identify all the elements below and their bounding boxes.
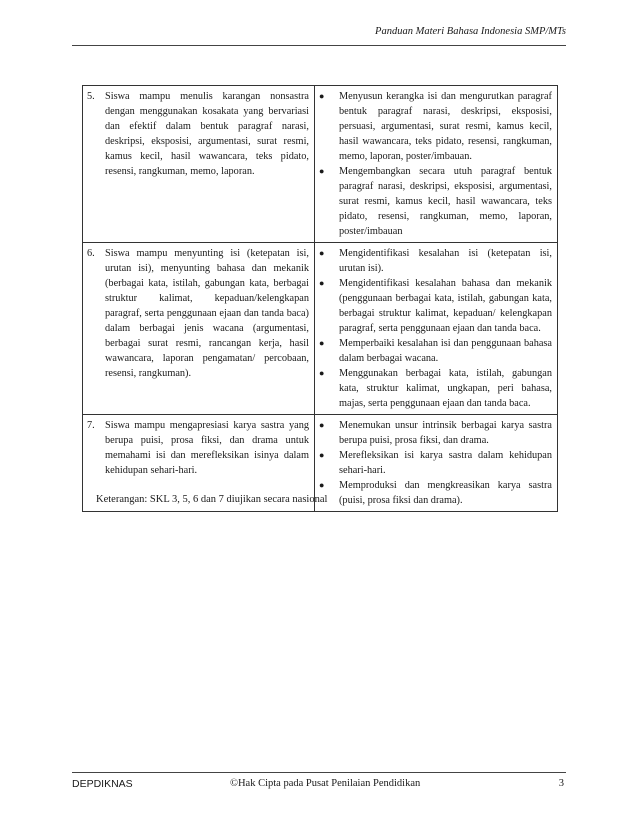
skl-text: Siswa mampu mengapresiasi karya sastra yang berupa puisi, prosa fiksi, dan drama untuk memahami isi dan merefleksikan isinya dalam kehidupan sehari-hari. (105, 420, 309, 476)
running-header-title: Panduan Materi Bahasa Indonesia SMP/MTs (375, 26, 566, 37)
table-row (83, 86, 558, 243)
indicator-item: ● Mengidentifikasi kesalahan isi (ketepatan isi, urutan isi). (319, 248, 552, 274)
header-divider (72, 45, 566, 46)
indicator-cell (315, 415, 558, 512)
indicator-item: ● Memperbaiki kesalahan isi dan penggunaan bahasa dalam berbagai wacana. (319, 338, 552, 364)
page-number: 3 (558, 778, 564, 789)
skl-indicator-table (82, 85, 558, 512)
row-number: 6. (87, 248, 95, 259)
row-number: 5. (87, 91, 95, 102)
indicator-item: ● Menyusun kerangka isi dan mengurutkan paragraf bentuk paragraf narasi, deskripsi, eksposisi, persuasi, argumentasi, surat resmi, kamus kecil, hasil wawancara, teks pidato, resensi, rangkuman, memo, laporan, poster/imbauan. (319, 91, 552, 162)
indicator-item: ● Mengidentifikasi kesalahan bahasa dan mekanik (penggunaan berbagai kata, istilah, gabungan kata, berbagai struktur kalimat, kepaduan/ kelengkapan paragraf, serta penggunaan ejaan dan tanda baca. (319, 278, 552, 334)
bullet-icon: ● (319, 450, 325, 460)
bullet-icon: ● (319, 91, 325, 101)
indicator-cell (315, 243, 558, 415)
bullet-icon: ● (319, 166, 325, 176)
skl-cell (83, 86, 315, 243)
footer-copyright: ©Hak Cipta pada Pusat Penilaian Pendidikan (230, 778, 421, 789)
bullet-icon: ● (319, 278, 325, 288)
skl-text: Siswa mampu menulis karangan nonsastra dengan menggunakan kosakata yang bervariasi dan efektif dalam bentuk paragraf narasi, deskripsi, eksposisi, argumentasi, surat resmi, kamus kecil, hasil wawancara, teks pidato, resensi, rangkuman, memo, laporan. (105, 91, 309, 177)
bullet-icon: ● (319, 480, 325, 490)
bullet-icon: ● (319, 368, 325, 378)
bullet-icon: ● (319, 248, 325, 258)
indicator-item: ● Merefleksikan isi karya sastra dalam kehidupan sehari-hari. (319, 450, 552, 476)
row-number: 7. (87, 420, 95, 431)
footer-publisher: DEPDIKNAS (72, 778, 133, 790)
indicator-cell (315, 86, 558, 243)
indicator-item: ● Menggunakan berbagai kata, istilah, gabungan kata, struktur kalimat, ungkapan, peri bahasa, majas, serta penggunaan ejaan dan tanda baca. (319, 368, 552, 409)
footer-divider (72, 772, 566, 773)
skl-cell (83, 243, 315, 415)
table-row (83, 243, 558, 415)
indicator-item: ● Menemukan unsur intrinsik berbagai karya sastra berupa puisi, prosa fiksi, dan drama. (319, 420, 552, 446)
bullet-icon: ● (319, 420, 325, 430)
indicator-item: ● Mengembangkan secara utuh paragraf bentuk paragraf narasi, deskripsi, eksposisi, argumentasi, surat resmi, kamus kecil, hasil wawancara, teks pidato, resensi, rangkuman, memo, laporan, poster/imbauan (319, 166, 552, 237)
footnote-keterangan: Keterangan: SKL 3, 5, 6 dan 7 diujikan secara nasional (96, 494, 328, 505)
indicator-item: ● Memproduksi dan mengkreasikan karya sastra (puisi, prosa fiksi dan drama). (319, 480, 552, 506)
bullet-icon: ● (319, 338, 325, 348)
skl-text: Siswa mampu menyunting isi (ketepatan isi, urutan isi), menyunting bahasa dan mekanik (berbagai kata, istilah, gabungan kata, berbagai struktur kalimat, kepaduan/kelengkapan paragraf, serta penggunaan ejaan dan tanda baca) dalam berbagai jenis wacana (argumentasi, berbagai surat resmi, rancangan kerja, hasil wawancara, laporan pengamatan/ percobaan, resensi, rangkuman). (105, 248, 309, 379)
